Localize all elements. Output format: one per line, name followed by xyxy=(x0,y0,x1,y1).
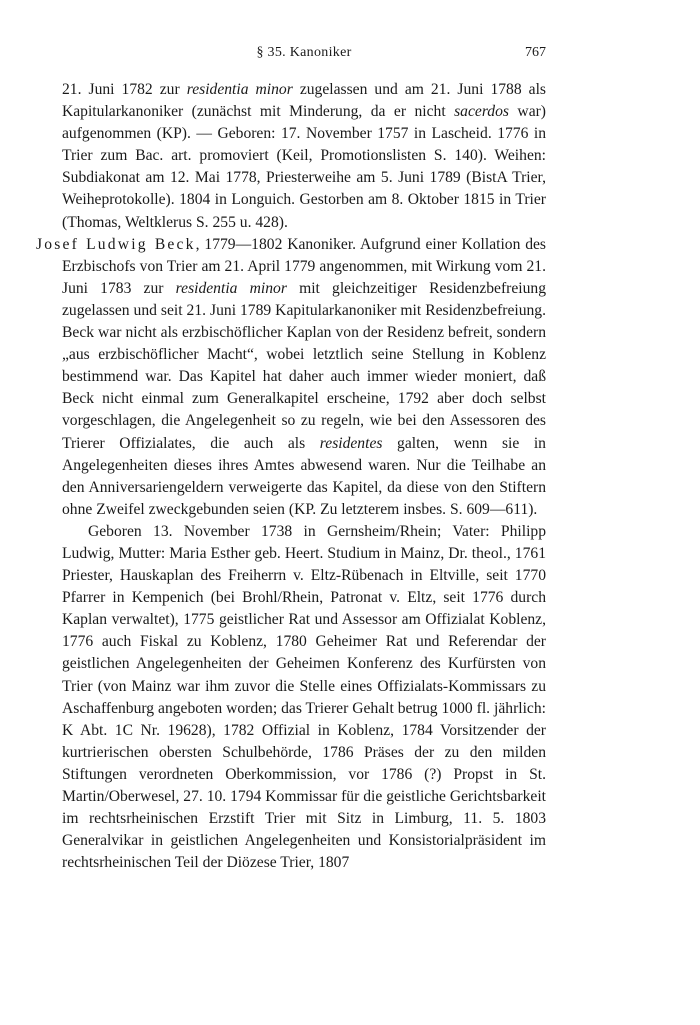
entry-paragraph xyxy=(36,234,546,521)
italic-term: residentes xyxy=(319,434,383,452)
italic-term: sacerdos xyxy=(454,103,509,121)
paragraph-continued xyxy=(62,79,546,234)
page-body xyxy=(36,79,546,874)
text-run: , 1779—1802 Kanoniker. Aufgrund einer Kollation des Erzbischofs von Trier am 21. April 1779 angenommen, mit Wirkung vom 21. Juni 1783 zur xyxy=(62,235,546,297)
text-run: zugelassen und am 21. Juni 1788 als Kapitularkanoniker (zunächst mit Minderung, da er nicht xyxy=(62,81,546,121)
italic-term: residentia minor xyxy=(175,279,287,297)
page-number: 767 xyxy=(525,45,546,60)
section-title: § 35. Kanoniker xyxy=(256,45,352,60)
text-run: mit gleichzeitiger Residenzbefreiung zugelassen und seit 21. Juni 1789 Kapitularkanoniker mit Residenzbefreiung. Beck war nicht als erzbischöflicher Kaplan von der Residenz befreit, sondern „aus erzbischöflicher Macht“, wobei letztlich seine Stellung in Koblenz bestimmend war. Das Kapitel hat daher auch immer wieder moniert, daß Beck nicht einmal zum Generalkapitel erscheine, 1792 aber doch selbst vorgeschlagen, die Angelegenheit so zu regeln, wie bei den Assessoren des Trierer Offizialates, die auch als xyxy=(62,279,546,452)
text-run: 21. Juni 1782 zur xyxy=(62,81,187,98)
text-run: war) aufgenommen (KP). — Geboren: 17. November 1757 in Lascheid. 1776 in Trier zum Bac. art. promoviert (Keil, Promotionslisten S. 140). Weihen: Subdiakonat am 12. Mai 1778, Priesterweihe am 5. Juni 1789 (BistA Trier, Weiheprotokolle). 1804 in Longuich. Gestorben am 8. Oktober 1815 in Trier (Thomas, Weltklerus S. 255 u. 428). xyxy=(62,103,546,231)
text-run: galten, wenn sie in Angelegenheiten dieses ihres Amtes abwesend waren. Nur die Teilhabe an den Anniversariengeldern verweigerte das Kapitel, da diese von den Stiftern ohne Zweifel zweckgebunden seien (KP. Zu letzterem insbes. S. 609—611). xyxy=(62,434,546,518)
italic-term: residentia minor xyxy=(186,81,293,98)
biography-paragraph: Geboren 13. November 1738 in Gernsheim/Rhein; Vater: Philipp Ludwig, Mutter: Maria Esther geb. Heert. Studium in Mainz, Dr. theol., 1761 Priester, Hauskaplan des Freiherrn v. Eltz-Rübenach in Eltville, seit 1770 Pfarrer in Kempenich (bei Brohl/Rhein, Patronat v. Eltz, seit 1776 durch Kaplan verwaltet), 1775 geistlicher Rat und Assessor am Offizialat Koblenz, 1776 auch Fiskal zu Koblenz, 1780 Geheimer Rat und Referendar der geistlichen Angelegenheiten der Geheimen Konferenz des Kurfürsten von Trier (von Mainz war ihm zuvor die Stelle eines Offizialats-Kommissars zu Aschaffenburg angeboten worden; das Trierer Gehalt betrug 1000 fl. jährlich: K Abt. 1C Nr. 19628), 1782 Offizial in Koblenz, 1784 Vorsitzender der kurtrierischen obersten Schulbehörde, 1786 Präses der zu den milden Stiftungen verordneten Oberkommission, vor 1786 (?) Propst in St. Martin/Oberwesel, 27. 10. 1794 Kommissar für die geistliche Gerichtsbarkeit im rechtsrheinischen Erzstift Trier mit Sitz in Limburg, 11. 5. 1803 Generalvikar in geistlichen Angelegenheiten und Konsistorialpräsident im rechtsrheinischen Teil der Diözese Trier, 1807 xyxy=(62,522,546,872)
entry-name: Josef Ludwig Beck xyxy=(36,235,196,253)
